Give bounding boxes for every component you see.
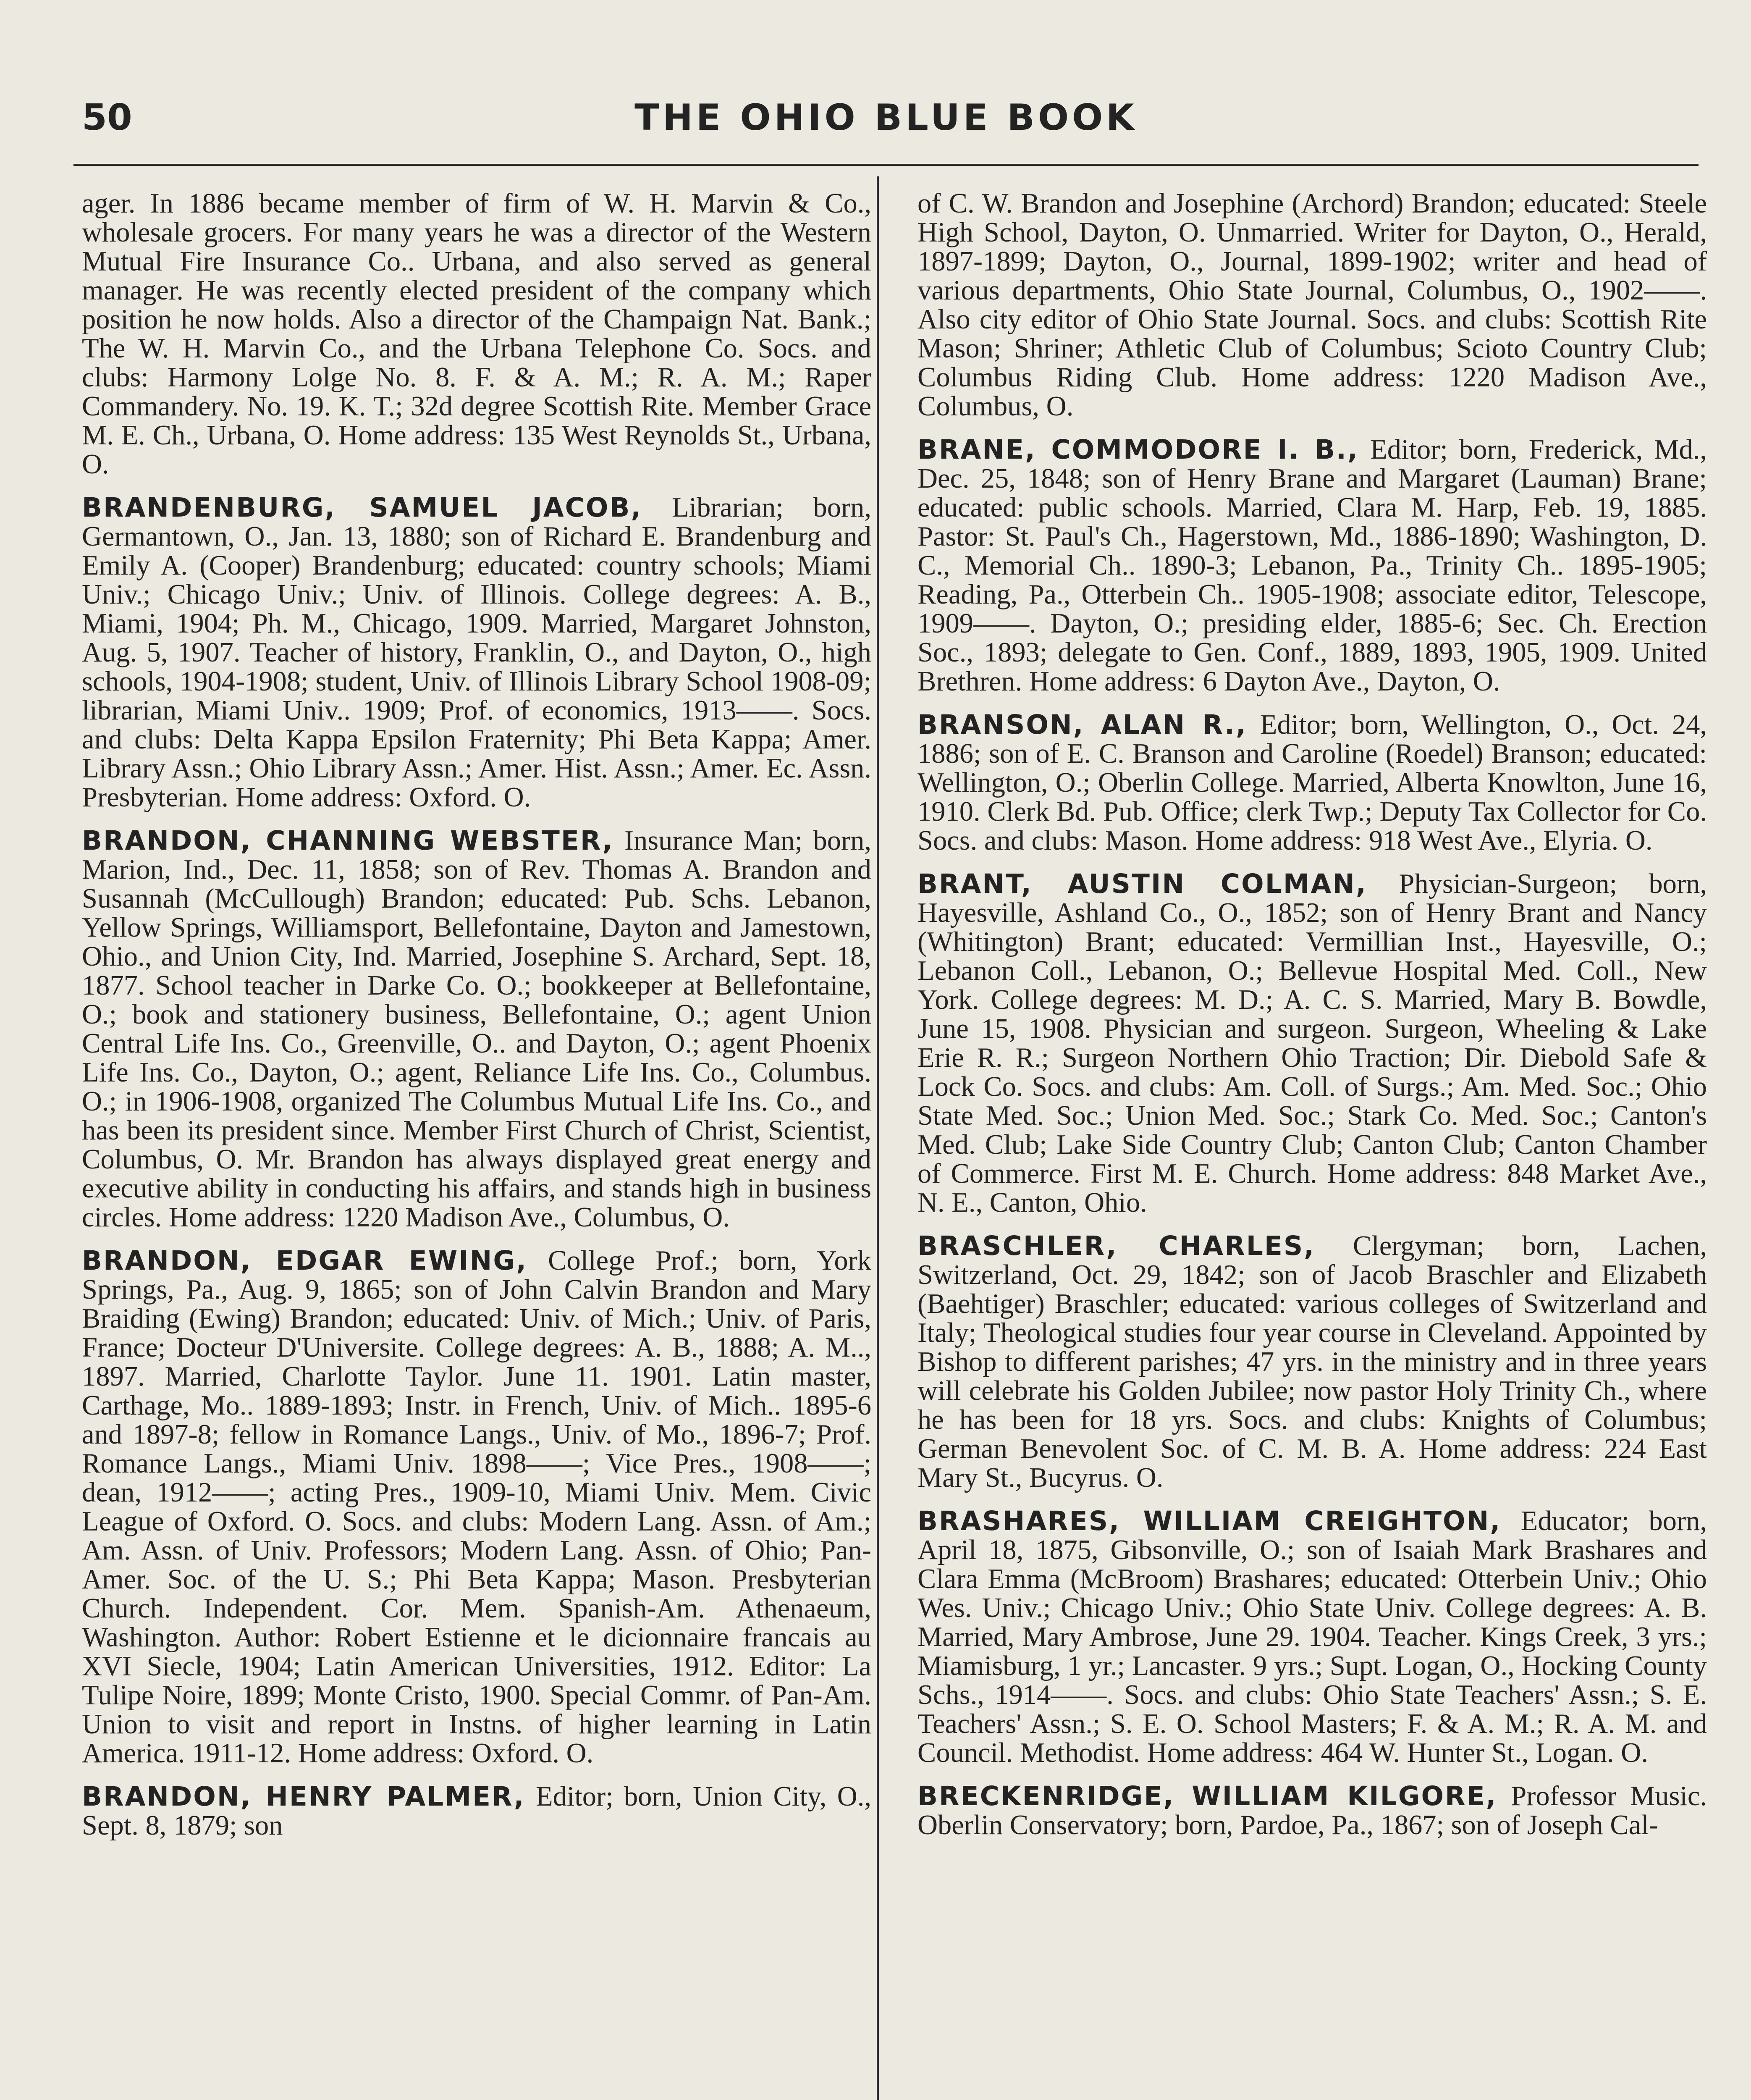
right-column	[917, 189, 1707, 2100]
biography-entry	[82, 1246, 871, 1768]
entry-name: BRANE, COMMODORE I. B.,	[917, 434, 1359, 465]
entry-body: Physician-Surgeon; born, Hayesville, Ashland Co., O., 1852; son of Henry Brant and Nancy (Whitington) Brant; educated: Vermillian Inst., Hayesville, O.; Lebanon Coll., Lebanon, O.; Bellevue Hospital Med. Coll., New York. College degrees: M. D.; A. C. S. Married, Mary B. Bowdle, June 15, 1908. Physician and surgeon. Surgeon, Wheeling & Lake Erie R. R.; Surgeon Northern Ohio Traction; Dir. Diebold Safe & Lock Co. Socs. and clubs: Am. Coll. of Surgs.; Am. Med. Soc.; Ohio State Med. Soc.; Union Med. Soc.; Stark Co. Med. Soc.; Canton's Med. Club; Lake Side Country Club; Canton Club; Canton Chamber of Commerce. First M. E. Church. Home address: 848 Market Ave., N. E., Canton, Ohio.	[917, 869, 1707, 1218]
biography-entry	[917, 1231, 1707, 1492]
biography-entry	[917, 710, 1707, 855]
entry-name: BRANSON, ALAN R.,	[917, 709, 1247, 740]
biography-entry	[82, 826, 871, 1232]
page-header	[73, 90, 1699, 145]
entry-body: Professor Music. Oberlin Conservatory; born, Pardoe, Pa., 1867; son of Joseph Cal-	[917, 1781, 1707, 1840]
entry-body: Clergyman; born, Lachen, Switzerland, Oct. 29, 1842; son of Jacob Braschler and Elizabeth (Baehtiger) Braschler; educated: various colleges of Switzerland and Italy; Theological studies four year course in Cleveland. Appointed by Bishop to different parishes; 47 yrs. in the ministry and in three years will celebrate his Golden Jubilee; now pastor Holy Trinity Ch., where he has been for 18 yrs. Socs. and clubs: Knights of Columbus; German Benevolent Soc. of C. M. B. A. Home address: 224 East Mary St., Bucyrus. O.	[917, 1231, 1707, 1493]
biography-entry	[917, 869, 1707, 1217]
entry-name: BRANDON, HENRY PALMER,	[82, 1781, 525, 1812]
entry-name: BRANDENBURG, SAMUEL JACOB,	[82, 492, 642, 523]
entry-body: ager. In 1886 became member of firm of W. H. Marvin & Co., wholesale grocers. For many years he was a director of the Western Mutual Fire Insurance Co.. Urbana, and also served as general manager. He was recently elected president of the company which position he now holds. Also a director of the Champaign Nat. Bank.; The W. H. Marvin Co., and the Urbana Telephone Co. Socs. and clubs: Harmony Lolge No. 8. F. & A. M.; R. A. M.; Raper Commandery. No. 19. K. T.; 32d degree Scottish Rite. Member Grace M. E. Ch., Urbana, O. Home address: 135 West Reynolds St., Urbana, O.	[82, 189, 871, 480]
entry-body: Editor; born, Frederick, Md., Dec. 25, 1848; son of Henry Brane and Margaret (Lauman) Brane; educated: public schools. Married, Clara M. Harp, Feb. 19, 1885. Pastor: St. Paul's Ch., Hagerstown, Md., 1886-1890; Washington, D. C., Memorial Ch.. 1890-3; Lebanon, Pa., Trinity Ch.. 1895-1905; Reading, Pa., Otterbein Ch.. 1905-1908; associate editor, Telescope, 1909——. Dayton, O.; presiding elder, 1885-6; Sec. Ch. Erection Soc., 1893; delegate to Gen. Conf., 1889, 1893, 1905, 1909. United Brethren. Home address: 6 Dayton Ave., Dayton, O.	[917, 434, 1707, 697]
biography-entry	[917, 435, 1707, 696]
entry-body: Librarian; born, Germantown, O., Jan. 13, 1880; son of Richard E. Brandenburg and Emily A. (Cooper) Brandenburg; educated: country schools; Miami Univ.; Chicago Univ.; Univ. of Illinois. College degrees: A. B., Miami, 1904; Ph. M., Chicago, 1909. Married, Margaret Johnston, Aug. 5, 1907. Teacher of history, Franklin, O., and Dayton, O., high schools, 1904-1908; student, Univ. of Illinois Library School 1908-09; librarian, Miami Univ.. 1909; Prof. of economics, 1913——. Socs. and clubs: Delta Kappa Epsilon Fraternity; Phi Beta Kappa; Amer. Library Assn.; Ohio Library Assn.; Amer. Hist. Assn.; Amer. Ec. Assn. Presbyterian. Home address: Oxford. O.	[82, 492, 871, 813]
biography-entry	[917, 1782, 1707, 1840]
header-rule	[73, 164, 1699, 166]
entry-name: BRASHARES, WILLIAM CREIGHTON,	[917, 1506, 1502, 1536]
entry-name: BRASCHLER, CHARLES,	[917, 1231, 1316, 1261]
entry-name: BRANDON, EDGAR EWING,	[82, 1245, 528, 1276]
entry-name: BRANDON, CHANNING WEBSTER,	[82, 825, 614, 856]
biography-entry	[82, 493, 871, 812]
entry-name: BRANT, AUSTIN COLMAN,	[917, 869, 1367, 899]
continued-entry	[82, 189, 871, 479]
entry-body: Insurance Man; born, Marion, Ind., Dec. 11, 1858; son of Rev. Thomas A. Brandon and Susannah (McCullough) Brandon; educated: Pub. Schs. Lebanon, Yellow Springs, Williamsport, Bellefontaine, Dayton and Jamestown, Ohio., and Union City, Ind. Married, Josephine S. Archard, Sept. 18, 1877. School teacher in Darke Co. O.; bookkeeper at Bellefontaine, O.; book and stationery business, Bellefontaine, O.; agent Union Central Life Ins. Co., Greenville, O.. and Dayton, O.; agent Phoenix Life Ins. Co., Dayton, O.; agent, Reliance Life Ins. Co., Columbus. O.; in 1906-1908, organized The Columbus Mutual Life Ins. Co., and has been its president since. Member First Church of Christ, Scientist, Columbus, O. Mr. Brandon has always displayed great energy and executive ability in conducting his affairs, and stands high in business circles. Home address: 1220 Madison Ave., Columbus, O.	[82, 825, 871, 1233]
entry-body: College Prof.; born, York Springs, Pa., Aug. 9, 1865; son of John Calvin Brandon and Mary Braiding (Ewing) Brandon; educated: Univ. of Mich.; Univ. of Paris, France; Docteur D'Universite. College degrees: A. B., 1888; A. M.., 1897. Married, Charlotte Taylor. June 11. 1901. Latin master, Carthage, Mo.. 1889-1893; Instr. in French, Univ. of Mich.. 1895-6 and 1897-8; fellow in Romance Langs., Univ. of Mo., 1896-7; Prof. Romance Langs., Miami Univ. 1898——; Vice Pres., 1908——; dean, 1912——; acting Pres., 1909-10, Miami Univ. Mem. Civic League of Oxford. O. Socs. and clubs: Modern Lang. Assn. of Am.; Am. Assn. of Univ. Professors; Modern Lang. Assn. of Ohio; Pan-Amer. Soc. of the U. S.; Phi Beta Kappa; Mason. Presbyterian Church. Independent. Cor. Mem. Spanish-Am. Athenaeum, Washington. Author: Robert Estienne et le dicionnaire francais au XVI Siecle, 1904; Latin American Universities, 1912. Editor: La Tulipe Noire, 1899; Monte Cristo, 1900. Special Commr. of Pan-Am. Union to visit and report in Instns. of higher learning in Latin America. 1911-12. Home address: Oxford. O.	[82, 1245, 871, 1769]
entry-body: Editor; born, Union City, O., Sept. 8, 1879; son	[82, 1781, 871, 1841]
entry-body: of C. W. Brandon and Josephine (Archord) Brandon; educated: Steele High School, Dayton, O. Unmarried. Writer for Dayton, O., Herald, 1897-1899; Dayton, O., Journal, 1899-1902; writer and head of various departments, Ohio State Journal, Columbus, O., 1902——. Also city editor of Ohio State Journal. Socs. and clubs: Scottish Rite Mason; Shriner; Athletic Club of Columbus; Scioto Country Club; Columbus Riding Club. Home address: 1220 Madison Ave., Columbus, O.	[917, 189, 1707, 422]
biography-entry	[917, 1507, 1707, 1767]
running-head: THE OHIO BLUE BOOK	[634, 97, 1138, 139]
column-divider	[877, 176, 879, 2100]
entry-body: Educator; born, April 18, 1875, Gibsonville, O.; son of Isaiah Mark Brashares and Clara Emma (McBroom) Brashares; educated: Otterbein Univ.; Ohio Wes. Univ.; Chicago Univ.; Ohio State Univ. College degrees: A. B. Married, Mary Ambrose, June 29. 1904. Teacher. Kings Creek, 3 yrs.; Miamisburg, 1 yr.; Lancaster. 9 yrs.; Supt. Logan, O., Hocking County Schs., 1914——. Socs. and clubs: Ohio State Teachers' Assn.; S. E. Teachers' Assn.; S. E. O. School Masters; F. & A. M.; R. A. M. and Council. Methodist. Home address: 464 W. Hunter St., Logan. O.	[917, 1506, 1707, 1768]
page-number: 50	[82, 97, 132, 139]
biography-entry	[82, 1782, 871, 1840]
entry-name: BRECKENRIDGE, WILLIAM KILGORE,	[917, 1781, 1497, 1811]
entry-body: Editor; born, Wellington, O., Oct. 24, 1886; son of E. C. Branson and Caroline (Roedel) Branson; educated: Wellington, O.; Oberlin College. Married, Alberta Knowlton, June 16, 1910. Clerk Bd. Pub. Office; clerk Twp.; Deputy Tax Collector for Co. Socs. and clubs: Mason. Home address: 918 West Ave., Elyria. O.	[917, 709, 1707, 856]
left-column	[82, 189, 871, 2100]
continued-entry	[917, 189, 1707, 421]
